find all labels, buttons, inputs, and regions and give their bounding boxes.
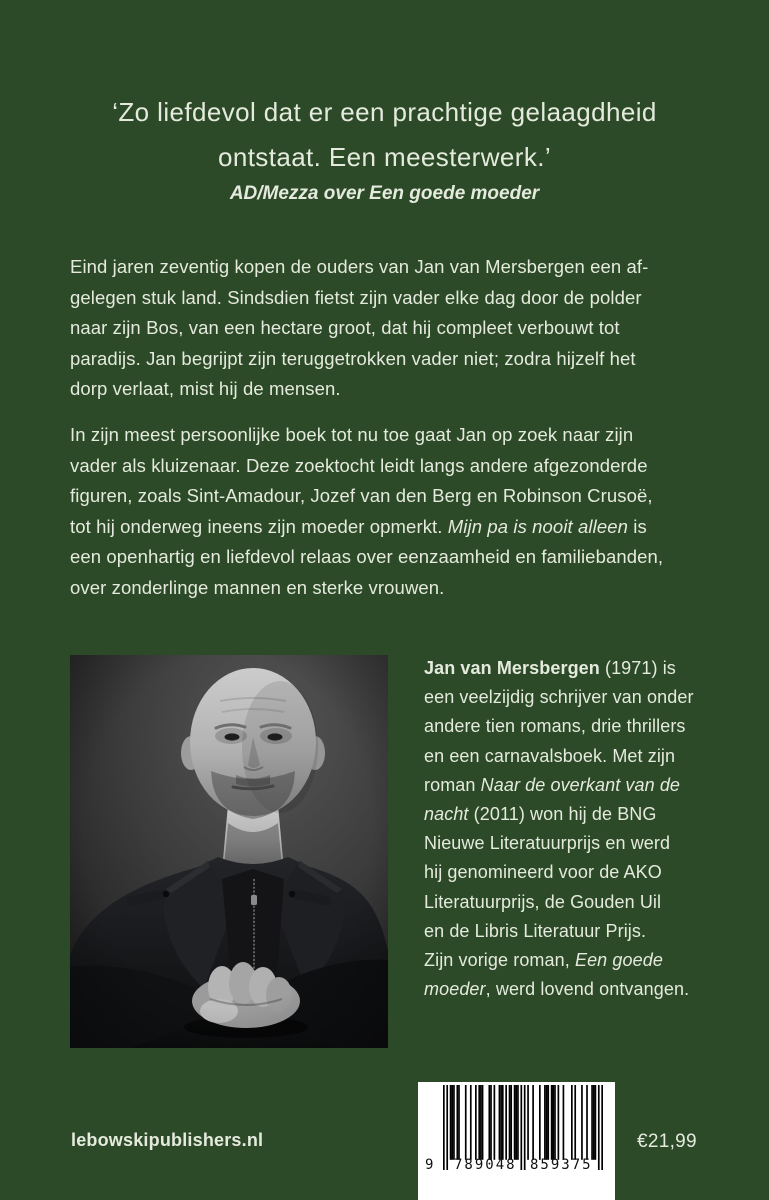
price: €21,99 (637, 1131, 697, 1152)
isbn-group-1: 789048 (454, 1157, 517, 1173)
isbn-digit-leading: 9 (425, 1157, 434, 1173)
isbn-barcode (418, 1082, 615, 1200)
review-attribution: AD/Mezza over Een goede moeder (229, 183, 540, 204)
author-bio: Jan van Mersbergen (1971) is een veelzijdig schrijver van onder andere tien romans, drie thrillers en een carnavalsboek. Met zijn roman Naar de overkant van de nacht (2011) won hij de BNG Nieuwe Literatuurprijs en werd hij genomineerd voor de AKO Literatuurprijs, de Gouden Uil en de Libris Literatuur Prijs. Zijn vorige roman, Een goede moeder, werd lovend ontvangen. (424, 658, 694, 1000)
synopsis-paragraph-1: Eind jaren zeventig kopen de ouders van Jan van Mersbergen een af- gelegen stuk land. Sindsdien fietst zijn vader elke dag door de polder naar zijn Bos, van een hectare groot, dat hij compleet verbouwt tot paradijs. Jan begrijpt zijn teruggetrokken vader niet; zodra hijzelf het dorp verlaat, mist hij de mensen. (70, 256, 649, 399)
isbn-group-2: 859375 (530, 1157, 593, 1173)
author-photo (70, 655, 388, 1048)
review-quote: ‘Zo liefdevol dat er een prachtige gelaagdheid ontstaat. Een meesterwerk.’ (112, 97, 657, 172)
synopsis-paragraph-2: In zijn meest persoonlijke boek tot nu toe gaat Jan op zoek naar zijn vader als kluizenaar. Deze zoektocht leidt langs andere afgezonderde figuren, zoals Sint-Amadour, Jozef van den Berg en Robinson Crusoë, tot hij onderweg ineens zijn moeder opmerkt. Mijn pa is nooit alleen is een openhartig en liefdevol relaas over eenzaamheid en familiebanden, over zonderlinge mannen en sterke vrouwen. (70, 424, 664, 598)
publisher-url: lebowskipublishers.nl (71, 1130, 264, 1150)
